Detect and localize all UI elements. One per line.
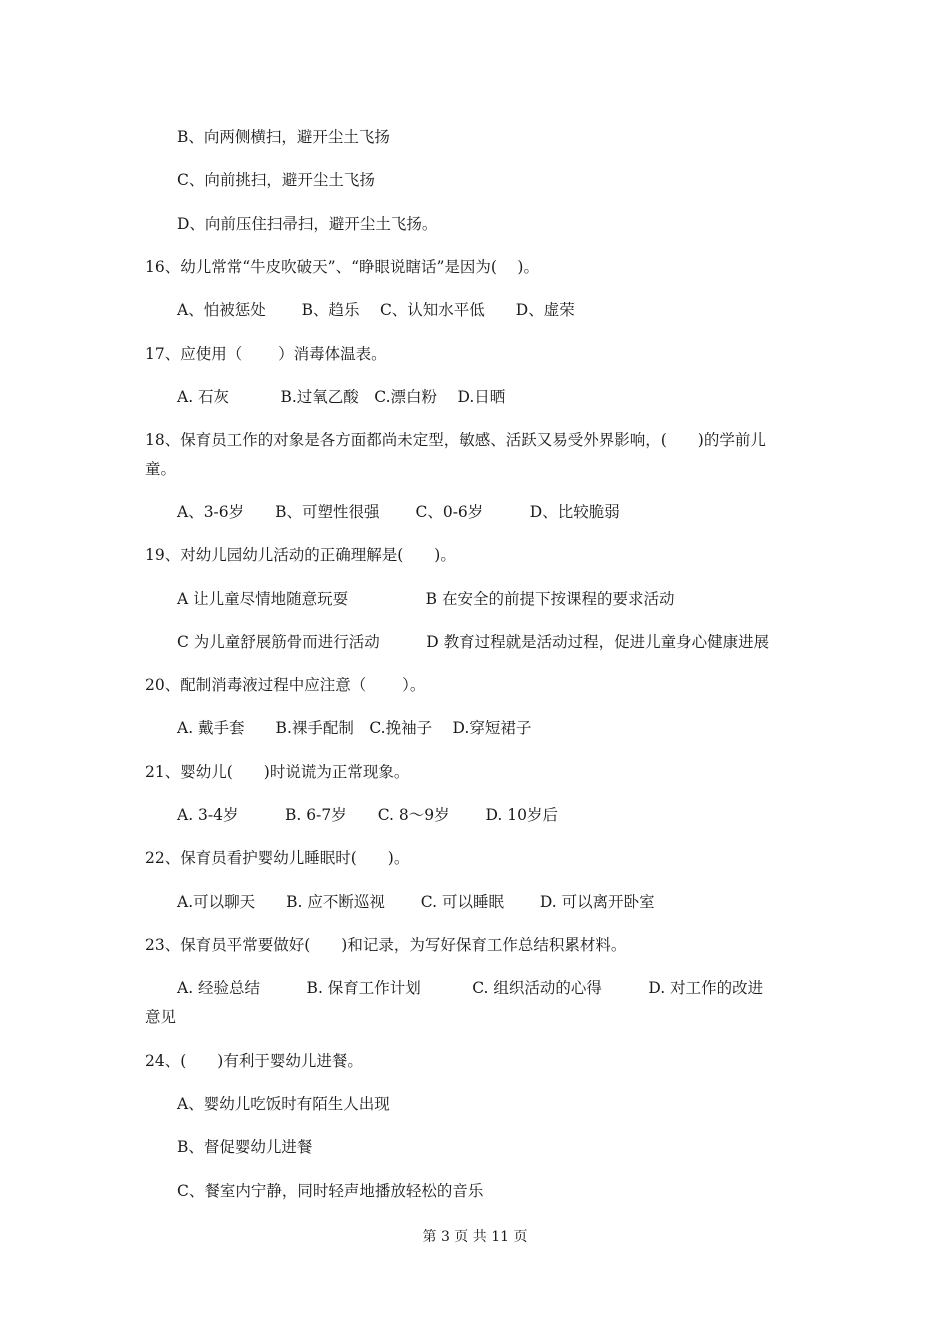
question-18: 18、保育员工作的对象是各方面都尚未定型，敏感、活跃又易受外界影响，( )的学前儿 xyxy=(145,431,766,449)
options-23: A. 经验总结 B. 保育工作计划 C. 组织活动的心得 D. 对工作的改进 xyxy=(177,979,764,997)
option-15-b: B、向两侧横扫，避开尘土飞扬 xyxy=(177,128,390,146)
options-23-continued: 意见 xyxy=(145,1008,177,1026)
question-21: 21、婴幼儿( )时说谎为正常现象。 xyxy=(145,763,410,781)
options-20: A. 戴手套 B.裸手配制 C.挽袖子 D.穿短裙子 xyxy=(177,719,532,737)
question-20: 20、配制消毒液过程中应注意（ ）。 xyxy=(145,676,426,694)
options-19-cd: C 为儿童舒展筋骨而进行活动 D 教育过程就是活动过程，促进儿童身心健康进展 xyxy=(177,633,770,651)
option-24-a: A、婴幼儿吃饭时有陌生人出现 xyxy=(177,1095,390,1113)
page-footer: 第 3 页 共 11 页 xyxy=(422,1229,528,1245)
option-15-d: D、向前压住扫帚扫，避开尘土飞扬。 xyxy=(177,215,438,233)
question-17: 17、应使用（ ）消毒体温表。 xyxy=(145,345,387,363)
options-18: A、3-6岁 B、可塑性很强 C、0-6岁 D、比较脆弱 xyxy=(177,503,620,521)
options-17: A. 石灰 B.过氧乙酸 C.漂白粉 D.日晒 xyxy=(177,388,506,406)
options-19-ab: A 让儿童尽情地随意玩耍 B 在安全的前提下按课程的要求活动 xyxy=(177,590,675,608)
option-15-c: C、向前挑扫，避开尘土飞扬 xyxy=(177,171,375,189)
question-24: 24、( )有利于婴幼儿进餐。 xyxy=(145,1052,363,1070)
question-16: 16、幼儿常常“牛皮吹破天”、“睁眼说瞎话”是因为( )。 xyxy=(145,258,539,276)
question-19: 19、对幼儿园幼儿活动的正确理解是( )。 xyxy=(145,546,456,564)
option-24-b: B、督促婴幼儿进餐 xyxy=(177,1138,313,1156)
question-22: 22、保育员看护婴幼儿睡眠时( )。 xyxy=(145,849,410,867)
options-22: A.可以聊天 B. 应不断巡视 C. 可以睡眠 D. 可以离开卧室 xyxy=(177,893,655,911)
question-18-continued: 童。 xyxy=(145,460,177,478)
options-21: A. 3-4岁 B. 6-7岁 C. 8～9岁 D. 10岁后 xyxy=(177,806,558,824)
option-24-c: C、餐室内宁静，同时轻声地播放轻松的音乐 xyxy=(177,1182,484,1200)
options-16: A、怕被惩处 B、趋乐 C、认知水平低 D、虚荣 xyxy=(177,301,575,319)
question-23: 23、保育员平常要做好( )和记录，为写好保育工作总结积累材料。 xyxy=(145,936,627,954)
